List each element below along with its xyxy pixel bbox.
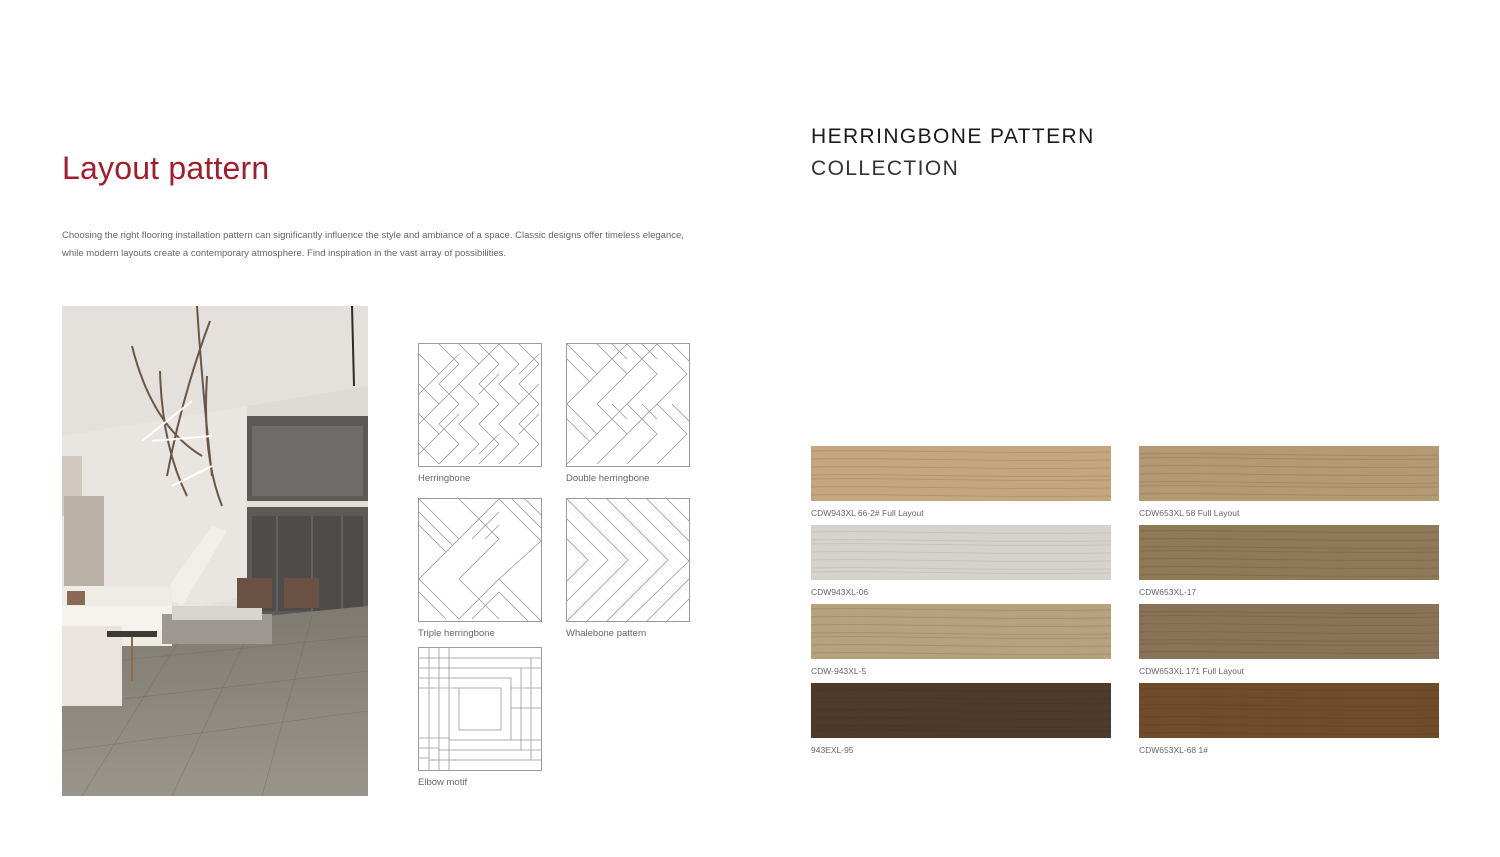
- wood-swatch: [1139, 446, 1439, 501]
- pattern-whalebone[interactable]: [566, 498, 690, 639]
- wood-swatch: [1139, 683, 1439, 738]
- pattern-double-herringbone[interactable]: [566, 343, 690, 484]
- swatch-item[interactable]: [811, 604, 1111, 676]
- swatch-item[interactable]: [1139, 446, 1439, 518]
- herringbone-icon: [418, 343, 542, 467]
- swatch-item[interactable]: [1139, 683, 1439, 755]
- swatch-label: CDW653XL 171 Full Layout: [1139, 666, 1245, 676]
- living-room-image: [62, 306, 368, 796]
- pattern-label: Double herringbone: [566, 473, 650, 484]
- collection-subtitle: COLLECTION: [811, 157, 960, 180]
- pattern-label: Herringbone: [418, 473, 471, 484]
- swatch-label: 943EXL-95: [811, 745, 854, 755]
- wood-swatch: [811, 683, 1111, 738]
- swatch-label: CDW-943XL-5: [811, 666, 867, 676]
- pattern-herringbone[interactable]: [418, 343, 542, 484]
- pattern-label: Whalebone pattern: [566, 628, 647, 639]
- swatch-label: CDW943XL-06: [811, 587, 869, 597]
- wood-swatch: [811, 604, 1111, 659]
- pattern-label: Triple herringbone: [418, 628, 495, 639]
- wood-swatch: [811, 446, 1111, 501]
- pattern-elbow-motif[interactable]: [418, 647, 542, 788]
- swatch-label: CDW653XL-17: [1139, 587, 1197, 597]
- swatch-label: CDW943XL 66-2# Full Layout: [811, 508, 924, 518]
- pattern-label: Elbow motif: [418, 777, 468, 788]
- swatch-item[interactable]: [811, 683, 1111, 755]
- double-herringbone-icon: [566, 343, 690, 467]
- elbow-motif-icon: [418, 647, 542, 771]
- wood-swatch: [1139, 525, 1439, 580]
- pattern-triple-herringbone[interactable]: [418, 498, 542, 639]
- wood-swatch: [811, 525, 1111, 580]
- swatch-item[interactable]: [1139, 525, 1439, 597]
- swatch-item[interactable]: [811, 525, 1111, 597]
- page-title: Layout pattern: [62, 150, 270, 186]
- intro-paragraph: Choosing the right flooring installation pattern can significantly influence the style and ambiance of a space. Classic designs offer timeless elegance, while modern layouts create a contemporary atmosphere. Find inspiration in the vast array of possibilities.: [62, 230, 684, 259]
- swatch-label: CDW653XL-68 1#: [1139, 745, 1208, 755]
- whalebone-icon: [566, 498, 690, 622]
- triple-herringbone-icon: [418, 498, 542, 622]
- swatch-item[interactable]: [811, 446, 1111, 518]
- wood-swatch: [1139, 604, 1439, 659]
- swatch-item[interactable]: [1139, 604, 1439, 676]
- collection-heading: [811, 121, 1095, 185]
- collection-title: HERRINGBONE PATTERN: [811, 125, 1095, 148]
- swatch-label: CDW653XL 58 Full Layout: [1139, 508, 1240, 518]
